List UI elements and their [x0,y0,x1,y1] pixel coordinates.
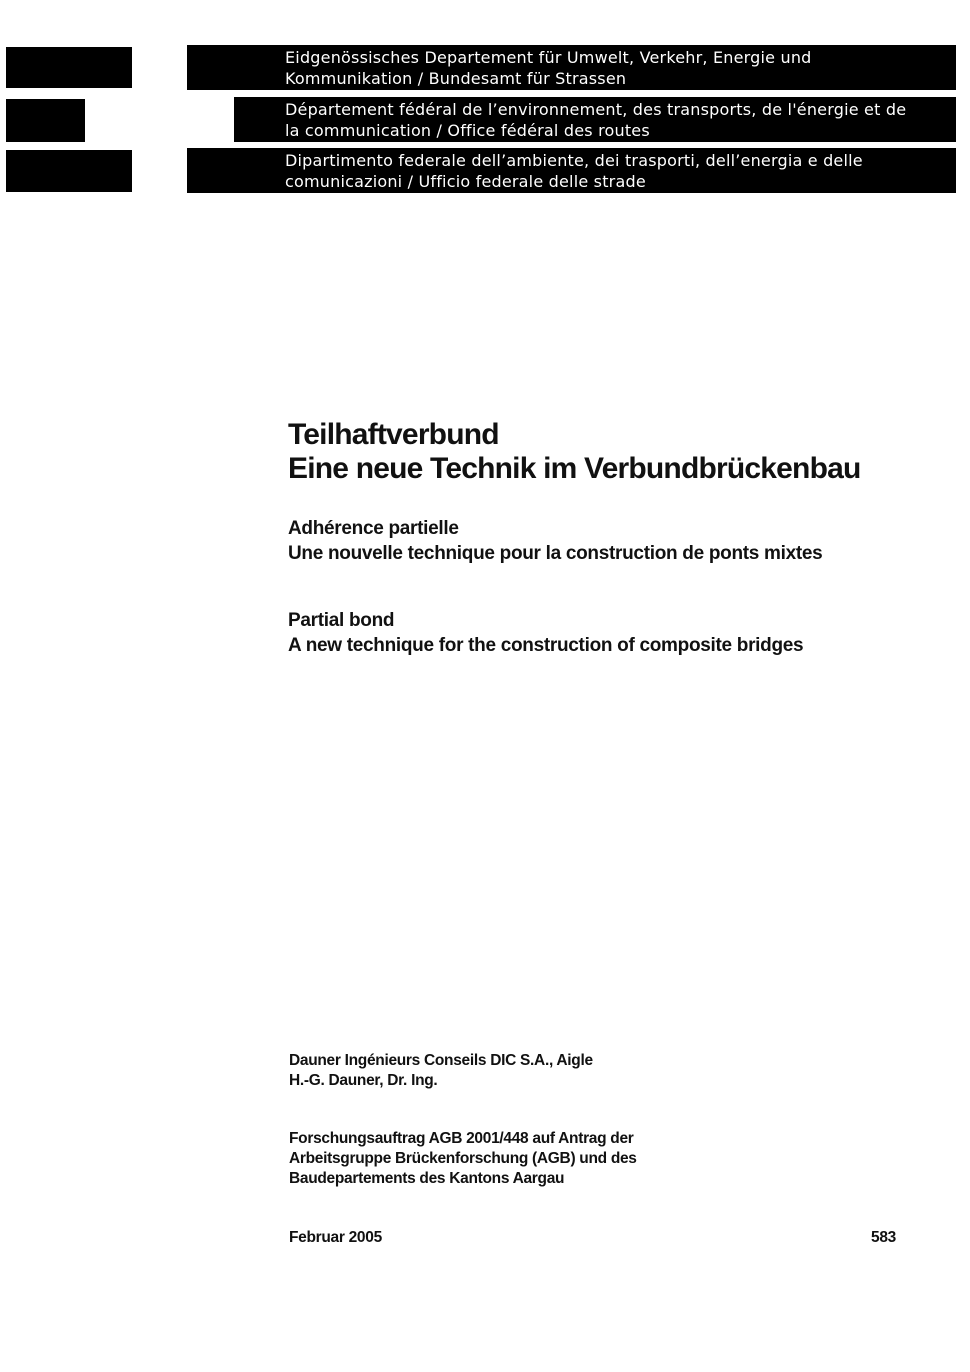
research-line-2: Arbeitsgruppe Brückenforschung (AGB) und des [289,1150,637,1167]
research-line-1: Forschungsauftrag AGB 2001/448 auf Antrag der [289,1130,634,1147]
title-line-2: Eine neue Technik im Verbundbrückenbau [288,452,861,485]
subtitle-english-line-2: A new technique for the construction of composite bridges [288,635,804,656]
department-german-line-2: Kommunikation / Bundesamt für Strassen [285,69,627,88]
authors-line-1: Dauner Ingénieurs Conseils DIC S.A., Aigle [289,1052,593,1069]
department-italian-line-1: Dipartimento federale dell’ambiente, dei trasporti, dell’energia e delle [285,151,863,170]
authors [289,1051,593,1091]
publication-date: Februar 2005 [289,1229,382,1246]
title-line-1: Teilhaftverbund [288,418,499,451]
department-french-line-1: Département fédéral de l’environnement, des transports, de l'énergie et de [285,100,907,119]
subtitle-french [288,516,822,566]
subtitle-french-line-1: Adhérence partielle [288,518,459,539]
logo-block-middle [6,99,85,142]
report-title [288,418,861,486]
department-german-line-1: Eidgenössisches Departement für Umwelt, Verkehr, Energie und [285,48,812,67]
department-french-line-2: la communication / Office fédéral des routes [285,121,650,140]
research-line-3: Baudepartements des Kantons Aargau [289,1170,565,1187]
research-mandate [289,1129,637,1189]
report-number: 583 [871,1229,896,1246]
subtitle-french-line-2: Une nouvelle technique pour la construction de ponts mixtes [288,543,823,564]
logo-block-top [6,47,132,88]
department-bar-german [187,45,956,90]
department-italian-line-2: comunicazioni / Ufficio federale delle strade [285,172,646,191]
department-bar-french [234,97,956,142]
subtitle-english-line-1: Partial bond [288,610,395,631]
subtitle-english [288,608,803,658]
authors-line-2: H.-G. Dauner, Dr. Ing. [289,1072,438,1089]
logo-block-bottom [6,150,132,192]
department-bar-italian [187,148,956,193]
